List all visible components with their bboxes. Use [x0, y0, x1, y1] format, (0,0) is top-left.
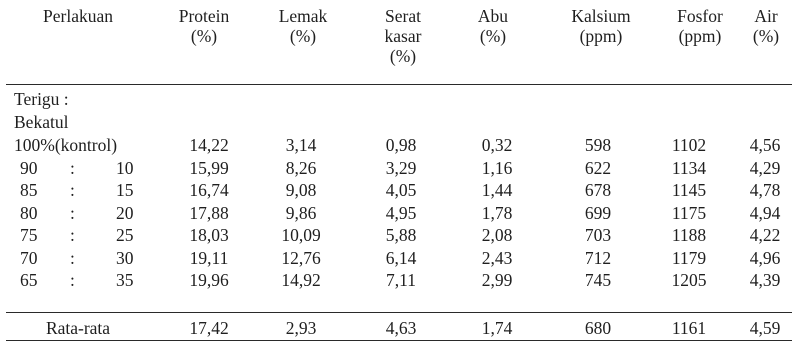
cell-protein: 19,96 [189, 270, 229, 290]
row-ratio-terigu: 65 [20, 270, 38, 290]
cell-fosfor: 1145 [671, 180, 707, 200]
header-air-line-1: Air [754, 6, 778, 26]
cell-lemak: 9,08 [285, 180, 317, 200]
row-ratio-bekatul: 20 [116, 202, 134, 223]
cell-kalsium: 678 [584, 180, 612, 200]
row-ratio-bekatul: 15 [116, 180, 134, 200]
header-air-line-2: (%) [752, 26, 780, 46]
footer-top-rule [6, 312, 792, 313]
header-lemak-line-2: (%) [289, 26, 317, 46]
cell-kalsium: 745 [584, 270, 612, 290]
row-ratio-bekatul: 30 [116, 247, 134, 268]
cell-serat-kasar: 3,29 [385, 157, 417, 178]
cell-kalsium: 598 [584, 135, 612, 155]
footer-protein: 17,42 [189, 318, 229, 338]
footer-serat-kasar: 4,63 [385, 318, 417, 338]
header-lemak-line-1: Lemak [278, 6, 328, 26]
cell-kalsium: 712 [584, 247, 612, 268]
header-protein-line-2: (%) [190, 26, 218, 46]
header-perlakuan-line-1: Perlakuan [43, 6, 113, 26]
cell-abu: 1,78 [481, 202, 513, 223]
cell-fosfor: 1188 [671, 225, 707, 245]
cell-abu: 2,08 [481, 225, 513, 245]
cell-protein: 19,11 [189, 247, 229, 268]
row-ratio-separator: : [70, 247, 75, 268]
cell-abu: 1,44 [481, 180, 513, 200]
cell-lemak: 9,86 [285, 202, 317, 223]
footer-kalsium: 680 [584, 318, 612, 338]
footer-label: Rata-rata [45, 318, 111, 338]
cell-serat-kasar: 0,98 [385, 135, 417, 155]
header-abu-line-1: Abu [477, 6, 509, 26]
cell-lemak: 8,26 [285, 157, 317, 178]
row-ratio-separator: : [70, 270, 75, 290]
cell-kalsium: 622 [584, 157, 612, 178]
cell-serat-kasar: 4,05 [385, 180, 417, 200]
cell-air: 4,29 [749, 157, 781, 178]
cell-air: 4,56 [749, 135, 781, 155]
row-ratio-terigu: 90 [20, 157, 38, 178]
footer-bottom-rule [6, 340, 792, 341]
header-fosfor-line-2: (ppm) [678, 26, 722, 46]
cell-lemak: 12,76 [281, 247, 321, 268]
row-label: 100%(kontrol) [14, 135, 118, 155]
row-ratio-bekatul: 10 [116, 157, 134, 178]
cell-fosfor: 1179 [671, 247, 707, 268]
row-ratio-terigu: 70 [20, 247, 38, 268]
header-kalsium-line-1: Kalsium [571, 6, 631, 26]
cell-air: 4,96 [749, 247, 781, 268]
cell-abu: 0,32 [481, 135, 513, 155]
cell-abu: 2,99 [481, 270, 513, 290]
row-ratio-separator: : [70, 157, 75, 178]
cell-lemak: 14,92 [281, 270, 321, 290]
row-ratio-terigu: 85 [20, 180, 38, 200]
cell-fosfor: 1175 [671, 202, 707, 223]
cell-air: 4,22 [749, 225, 781, 245]
cell-serat-kasar: 4,95 [385, 202, 417, 223]
header-rule [6, 84, 792, 85]
row-ratio-bekatul: 35 [116, 270, 134, 290]
row-ratio-bekatul: 25 [116, 225, 134, 245]
row-ratio-separator: : [70, 202, 75, 223]
row-ratio-terigu: 75 [20, 225, 38, 245]
header-abu-line-2: (%) [479, 26, 507, 46]
footer-fosfor: 1161 [671, 318, 707, 338]
cell-serat-kasar: 7,11 [386, 270, 416, 290]
cell-protein: 17,88 [189, 202, 229, 223]
header-fosfor-line-1: Fosfor [677, 6, 723, 26]
cell-abu: 2,43 [481, 247, 513, 268]
cell-kalsium: 699 [584, 202, 612, 223]
cell-lemak: 10,09 [281, 225, 321, 245]
header-kalsium-line-2: (ppm) [579, 26, 623, 46]
row-ratio-separator: : [70, 225, 75, 245]
cell-protein: 16,74 [189, 180, 229, 200]
row-ratio-terigu: 80 [20, 202, 38, 223]
cell-fosfor: 1102 [671, 135, 707, 155]
header-serat-kasar-line-3: (%) [389, 46, 417, 66]
footer-air: 4,59 [749, 318, 781, 338]
group-label-bekatul: Bekatul [14, 112, 69, 132]
footer-abu: 1,74 [481, 318, 513, 338]
cell-protein: 15,99 [189, 157, 229, 178]
cell-abu: 1,16 [481, 157, 513, 178]
cell-serat-kasar: 5,88 [385, 225, 417, 245]
header-protein-line-1: Protein [178, 6, 230, 26]
cell-protein: 14,22 [189, 135, 229, 155]
header-serat-kasar-line-2: kasar [384, 26, 422, 46]
cell-fosfor: 1205 [671, 270, 707, 290]
header-serat-kasar-line-1: Serat [385, 6, 421, 26]
cell-lemak: 3,14 [285, 135, 317, 155]
cell-air: 4,94 [749, 202, 781, 223]
cell-kalsium: 703 [584, 225, 612, 245]
cell-fosfor: 1134 [671, 157, 707, 178]
cell-air: 4,78 [749, 180, 781, 200]
row-ratio-separator: : [70, 180, 75, 200]
footer-lemak: 2,93 [285, 318, 317, 338]
group-label-terigu: Terigu : [14, 89, 69, 109]
cell-air: 4,39 [749, 270, 781, 290]
cell-serat-kasar: 6,14 [385, 247, 417, 268]
cell-protein: 18,03 [189, 225, 229, 245]
